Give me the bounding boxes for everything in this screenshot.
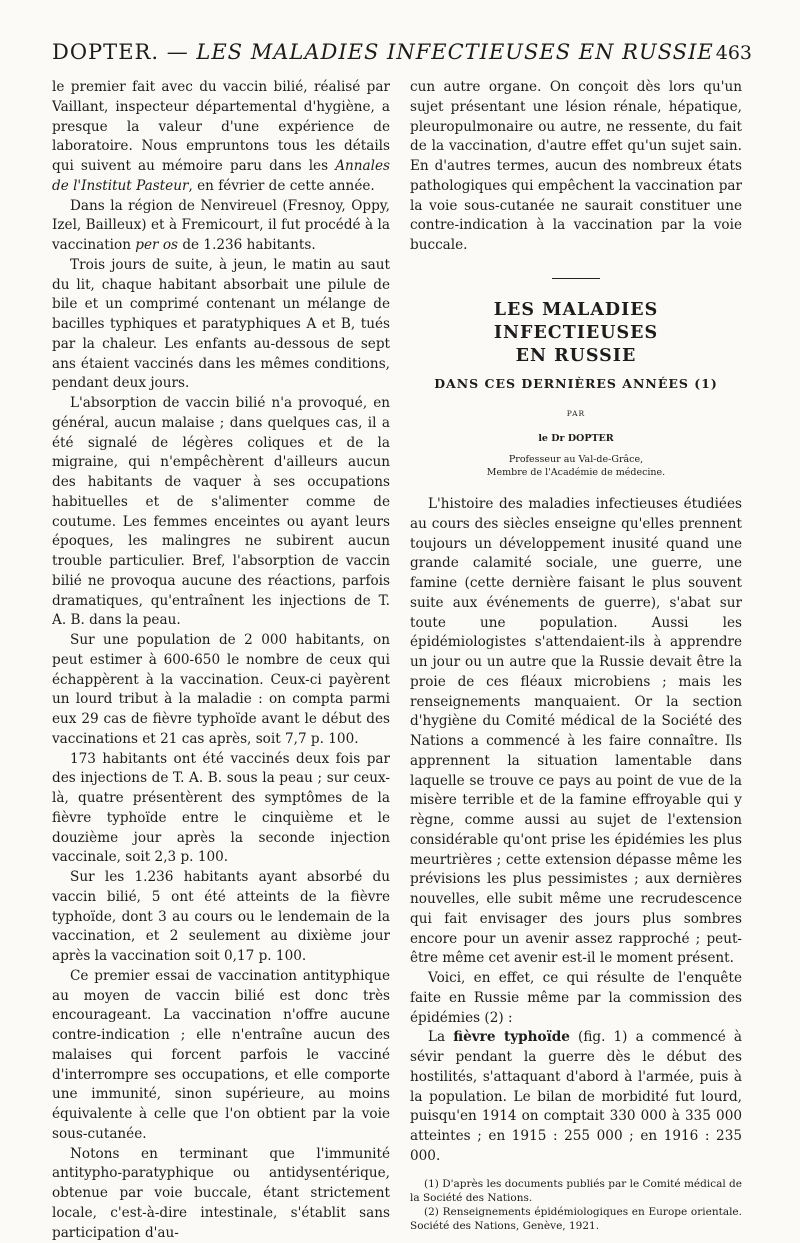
article-subtitle: DANS CES DERNIÈRES ANNÉES (1): [410, 374, 742, 394]
header-running-title: LES MALADIES INFECTIEUSES EN RUSSIE: [196, 40, 713, 64]
paragraph: Sur une population de 2 000 habitants, on peut estimer à 600-650 le nombre de ceux qui échappèrent à la vaccination. Ceux-ci payèrent un lourd tribut à la maladie : on compta parmi eux 29 cas de fièvre typhoïde avant le début des vaccinations et 21 cas après, soit 7,7 p. 100.: [52, 631, 390, 750]
left-column: [52, 78, 390, 1243]
section-divider: [552, 278, 600, 279]
right-column: [410, 78, 742, 1233]
paragraph: L'histoire des maladies infectieuses étudiées au cours des siècles enseigne qu'elles prennent toujours un développement inusité quand une grande calamité sociale, une guerre, une famine (cette dernière faisant le plus souvent suite aux événements de guerre), s'abat sur toute une population. Aussi les épidémiologistes s'attendaient-ils à apprendre un jour ou un autre que la Russie devait être la proie de ces fléaux microbiens ; mais les renseignements manquaient. Or la section d'hygiène du Comité médical de la Société des Nations a commencé à les faire connaître. Ils apprennent la situation lamentable dans laquelle se trouve ce pays au point de vue de la misère terrible et de la famine effroyable qui y règne, comme aussi au sujet de l'extension considérable qu'ont prise les épidémies les plus meurtrières ; cette extension dépasse même les prévisions les plus pessimistes ; aux dernières nouvelles, elle subit même une recrudescence qui fait envisager des jours plus sombres encore pour un avenir assez rapproché ; peut-être même cet avenir est-il le moment présent.: [410, 495, 742, 969]
author-affiliation: Professeur au Val-de-Grâce, Membre de l'Académie de médecine.: [410, 453, 742, 479]
paragraph: La fièvre typhoïde (fig. 1) a commencé à sévir pendant la guerre dès le début des hostilités, s'attaquant d'abord à l'armée, puis à la population. Le bilan de morbidité fut lourd, puisqu'en 1914 on comptait 330 000 à 335 000 atteintes ; en 1915 : 255 000 ; en 1916 : 235 000.: [410, 1028, 742, 1166]
paragraph: le premier fait avec du vaccin bilié, réalisé par Vaillant, inspecteur départemental d'hygiène, a presque la valeur d'une expérience de laboratoire. Nous empruntons tous les détails qui suivent au mémoire paru dans les Annales de l'Institut Pasteur, en février de cette année.: [52, 78, 390, 197]
paragraph: Trois jours de suite, à jeun, le matin au saut du lit, chaque habitant absorbait une pilule de bile et un comprimé contenant un mélange de bacilles typhiques et paratyphiques A et B, tués par la chaleur. Les enfants au-dessous de sept ans étaient vaccinés dans les mêmes conditions, pendant deux jours.: [52, 256, 390, 394]
footnote: (2) Renseignements épidémiologiques en Europe orientale. Société des Nations, Genève, 1921.: [410, 1205, 742, 1233]
running-header: [52, 40, 752, 74]
running-title: [52, 40, 714, 64]
paragraph: Sur les 1.236 habitants ayant absorbé du vaccin bilié, 5 ont été atteints de la fièvre typhoïde, dont 3 au cours ou le lendemain de la vaccination, et 2 seulement au dixième jour après la vaccination soit 0,17 p. 100.: [52, 868, 390, 967]
paragraph: Dans la région de Nenvireuel (Fresnoy, Oppy, Izel, Bailleux) et à Fremicourt, il fut procédé à la vaccination per os de 1.236 habitants.: [52, 197, 390, 256]
paragraph: Ce premier essai de vaccination antityphique au moyen de vaccin bilié est donc très encourageant. La vaccination n'offre aucune contre-indication ; elle n'entraîne aucun des malaises qui forcent parfois le vacciné d'interrompre ses occupations, et elle comporte une immunité, sinon supérieure, au moins équivalente à celle que l'on obtient par la voie sous-cutanée.: [52, 967, 390, 1145]
paragraph: Notons en terminant que l'immunité antitypho-paratyphique ou antidysentérique, obtenue par voie buccale, étant strictement locale, c'est-à-dire intestinale, s'établit sans participation d'au-: [52, 1145, 390, 1243]
bold-term: fièvre typhoïde: [453, 1029, 570, 1045]
byline-par: PAR: [410, 404, 742, 424]
journal-title: Annales de l'Institut Pasteur: [52, 158, 390, 194]
header-dash: —: [167, 40, 189, 64]
paragraph: Voici, en effet, ce qui résulte de l'enquête faite en Russie même par la commission des épidémies (2) :: [410, 969, 742, 1028]
paragraph: cun autre organe. On conçoit dès lors qu'un sujet présentant une lésion rénale, hépatique, pleuropulmonaire ou autre, ne ressente, du fait de la vaccination, d'autre effet qu'un sujet sain. En d'autres termes, aucun des nombreux états pathologiques qui empêchent la vaccination par la voie sous-cutanée ne saurait constituer une contre-indication à la vaccination par la voie buccale.: [410, 78, 742, 256]
footnotes: [410, 1177, 742, 1233]
article-author: le Dr DOPTER: [410, 429, 742, 449]
article-title: LES MALADIES INFECTIEUSES EN RUSSIE: [410, 299, 742, 368]
page-number: 463: [716, 42, 752, 64]
paragraph: 173 habitants ont été vaccinés deux fois par des injections de T. A. B. sous la peau ; sur ceux-là, quatre présentèrent des symptômes de la fièvre typhoïde entre le cinquième et le douzième jour après la seconde injection vaccinale, soit 2,3 p. 100.: [52, 750, 390, 869]
paragraph: L'absorption de vaccin bilié n'a provoqué, en général, aucun malaise ; dans quelques cas, il a été signalé de légères coliques et de la migraine, qui n'empêchèrent d'ailleurs aucun des habitants de vaquer à ses occupations habituelles et de s'alimenter comme de coutume. Les femmes enceintes ou ayant leurs époques, les malingres ne subirent aucun trouble particulier. Bref, l'absorption de vaccin bilié ne provoqua aucune des réactions, parfois dramatiques, qu'entraînent les injections de T. A. B. dans la peau.: [52, 394, 390, 631]
italic-term: per os: [135, 237, 178, 253]
footnote: (1) D'après les documents publiés par le Comité médical de la Société des Nations.: [410, 1177, 742, 1205]
header-author: DOPTER.: [52, 40, 159, 64]
